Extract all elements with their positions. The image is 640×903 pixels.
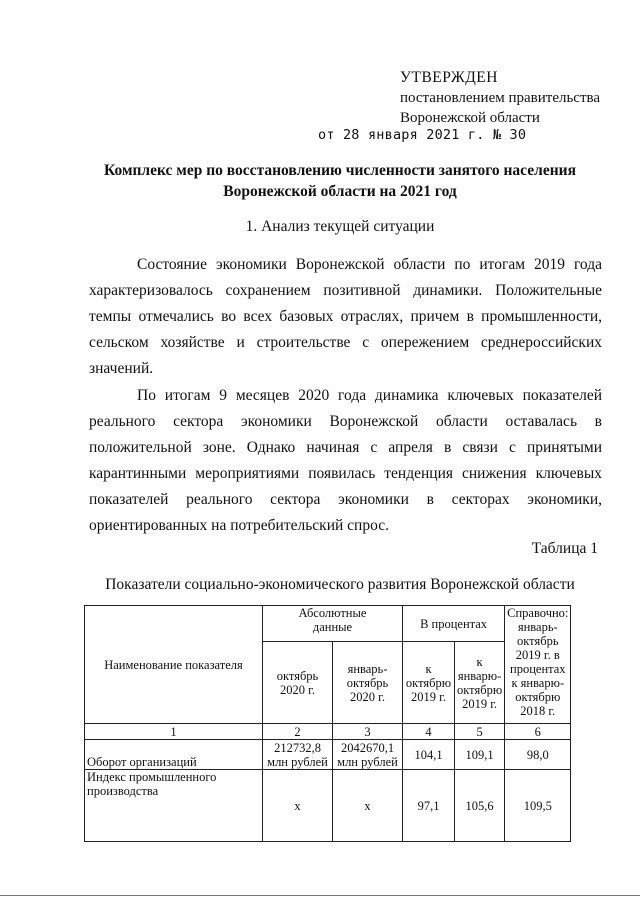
- document-title: [60, 160, 620, 202]
- column-number: 5: [455, 724, 505, 740]
- column-number: 6: [505, 724, 571, 740]
- row-value: х: [333, 770, 403, 842]
- paragraph-2: [89, 383, 602, 539]
- paragraph-1-text: Состояние экономики Воронежской области по итогам 2019 года характеризовалось сохранением позитивной динамики. Положительные темпы отмечались во всех базовых отраслях, причем в промышленности, сельском хозяйстве и строительстве с опережением среднероссийских значений.: [89, 256, 602, 377]
- row-value: 2042670,1 млн рублей: [333, 740, 403, 770]
- approval-line-1: постановлением правительства: [400, 90, 601, 106]
- row-value: 98,0: [505, 740, 571, 770]
- table-row: [85, 740, 571, 770]
- indicators-table: [84, 605, 571, 842]
- document-title-line-1: Комплекс мер по восстановлению численности занятого населения: [104, 162, 576, 179]
- paragraph-2-text: По итогам 9 месяцев 2020 года динамика ключевых показателей реального сектора экономики Воронежской области оставалась в положительной зоне. Однако начиная с апреля в связи с принятыми карантинными мероприятиями появилась тенденция снижения ключевых показателей реального сектора экономики в секторах экономики, ориентированных на потребительский спрос.: [89, 387, 602, 534]
- header-indicator-name: Наименование показателя: [85, 606, 263, 724]
- column-number: 1: [85, 724, 263, 740]
- column-number-row: [85, 724, 571, 740]
- header-oct-2020: октябрь 2020 г.: [263, 642, 333, 724]
- header-percent: В процентах: [403, 606, 505, 642]
- row-value: х: [263, 770, 333, 842]
- column-number: 2: [263, 724, 333, 740]
- header-to-jan-oct-2019: к январю-октябрю 2019 г.: [455, 642, 505, 724]
- table-caption: Показатели социально-экономического развития Воронежской области: [105, 576, 575, 593]
- row-indicator-name: Индекс промышленного производства: [85, 770, 263, 842]
- row-value: 97,1: [403, 770, 455, 842]
- approval-block: [400, 68, 600, 128]
- section-heading: 1. Анализ текущей ситуации: [245, 218, 435, 235]
- header-absolute-line-2: данные: [312, 620, 353, 634]
- table-number: Таблица 1: [531, 540, 598, 557]
- header-jan-oct-2020: январь-октябрь 2020 г.: [333, 642, 403, 724]
- row-value: 105,6: [455, 770, 505, 842]
- row-value: 104,1: [403, 740, 455, 770]
- header-absolute-data: [263, 606, 403, 642]
- table-row: [85, 770, 571, 842]
- header-to-oct-2019: к октябрю 2019 г.: [403, 642, 455, 724]
- row-indicator-name: Оборот организаций: [85, 740, 263, 770]
- approval-line-2: Воронежской области: [400, 110, 540, 126]
- approval-date: от 28 января 2021 г. № 30: [318, 127, 527, 143]
- row-value: 109,5: [505, 770, 571, 842]
- approval-title: УТВЕРЖДЕН: [400, 69, 498, 86]
- row-value: 212732,8 млн рублей: [263, 740, 333, 770]
- row-value: 109,1: [455, 740, 505, 770]
- document-title-line-2: Воронежской области на 2021 год: [223, 183, 457, 200]
- column-number: 3: [333, 724, 403, 740]
- header-absolute-line-1: Абсолютные: [298, 606, 367, 620]
- column-number: 4: [403, 724, 455, 740]
- paragraph-1: [89, 252, 602, 382]
- page-bottom-divider: [0, 895, 640, 896]
- header-reference: Справочно: январь-октябрь 2019 г. в процентах к январю-октябрю 2018 г.: [505, 606, 571, 724]
